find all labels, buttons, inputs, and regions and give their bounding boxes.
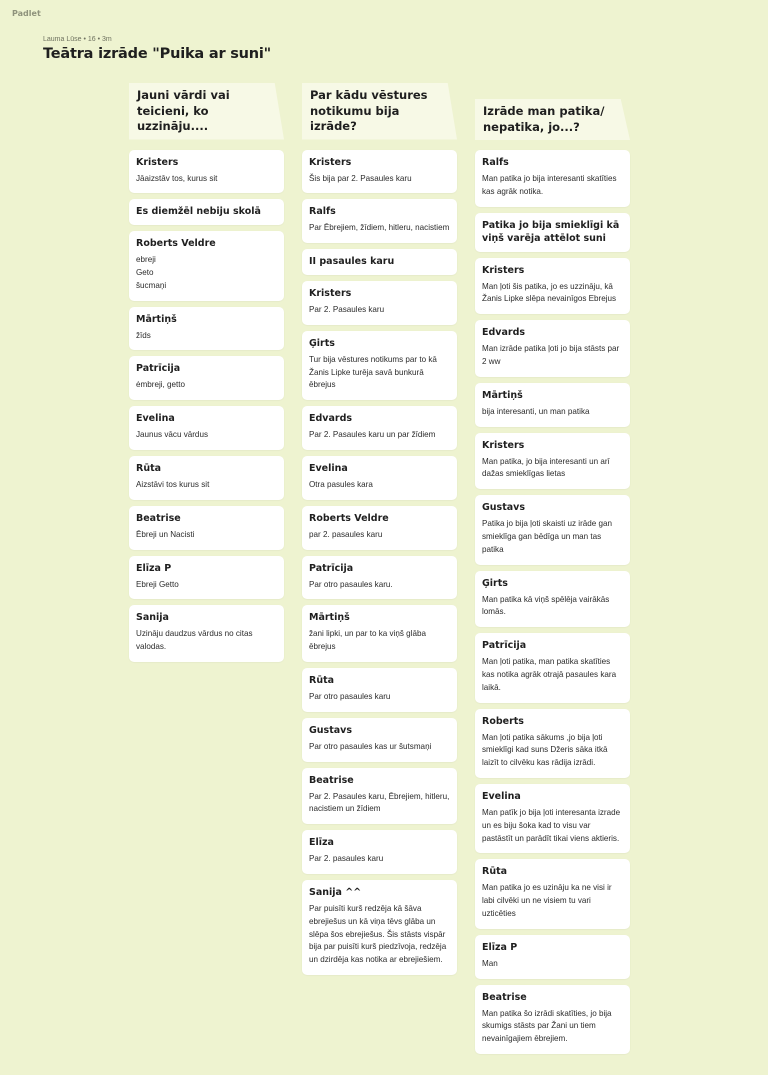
post-card-title: Mārtiņš	[309, 612, 350, 624]
post-card-title: Elīza P	[482, 941, 518, 953]
post-card-title: Patrīcija	[309, 562, 354, 574]
post-card[interactable]	[475, 985, 630, 1054]
post-card[interactable]	[475, 320, 630, 377]
post-card-title: Kristers	[136, 156, 179, 168]
post-card[interactable]	[129, 456, 284, 500]
post-card-body: bija interesanti, un man patika	[482, 406, 590, 416]
post-card-body: Man patika jo bija interesanti skatīties kas agrāk notika.	[482, 174, 617, 196]
post-card-title: Mārtiņš	[482, 389, 523, 401]
post-card-title: Edvards	[482, 327, 526, 339]
post-card-title: Evelina	[482, 790, 521, 802]
column-header-label: Izrāde man patika/ nepatika, jo...?	[483, 104, 605, 134]
post-card-title: Es diemžēl nebiju skolā	[136, 206, 261, 218]
post-card-body: žīds	[136, 330, 151, 340]
post-card-body: Jaunus vācu vārdus	[136, 430, 208, 440]
column-header[interactable]	[475, 99, 630, 140]
post-card-body: Man patika kā viņš spēlēja vairākās lomās.	[482, 594, 610, 617]
post-card-title: Roberts Veldre	[136, 238, 216, 250]
post-card-body: Par otro pasaules kas ur šutsmaņi	[309, 741, 432, 751]
post-card-title: Beatrise	[309, 774, 354, 786]
post-card-title: Kristers	[309, 288, 352, 300]
post-card[interactable]	[475, 495, 630, 564]
post-card-body: Man	[482, 958, 498, 968]
post-card-body: par 2. pasaules karu	[309, 529, 383, 539]
column-history-event	[302, 83, 457, 975]
post-card-body: Man patīk jo bija ļoti interesanta izrade un es biju šoka kad to visu var pastāstīt un parādīt tikai viens aktieris.	[482, 807, 621, 843]
post-card-body: Man ļoti patika, man patika skatīties kas notika agrāk otrajā pasaules kara laikā.	[482, 657, 617, 692]
post-card-body: Man patika jo es uzināju ka ne visi ir labi cilvēki un ne visiem tu vari uzticēties	[482, 883, 612, 918]
post-card-body: Jāaizstāv tos, kurus sit	[136, 173, 218, 183]
column-header[interactable]	[302, 83, 457, 140]
post-card[interactable]	[129, 506, 284, 550]
post-card[interactable]	[302, 199, 457, 243]
post-card-body: Ebreji Getto	[136, 579, 179, 589]
post-card[interactable]	[302, 456, 457, 500]
post-card[interactable]	[302, 406, 457, 450]
post-card[interactable]	[475, 784, 630, 853]
post-card-body: Par Ēbrejiem, žīdiem, hitleru, nacistiem	[309, 223, 450, 233]
post-card-body: Šis bija par 2. Pasaules karu	[309, 173, 412, 183]
post-card-title: Rūta	[309, 675, 335, 687]
post-card-body: Par otro pasaules karu	[309, 692, 391, 702]
column-header-label: Par kādu vēstures notikumu bija izrāde?	[310, 88, 428, 133]
post-card-title: Sanija	[136, 612, 169, 624]
post-card-body: Man ļoti patika sākums ,jo bija ļoti smieklīgi kad suns Džeris sāka itkā laizīt to cilvēku kas rādija izrādi.	[482, 732, 608, 768]
post-card[interactable]	[475, 383, 630, 427]
padlet-logo[interactable]: Padlet	[12, 9, 41, 18]
post-card[interactable]	[475, 571, 630, 628]
post-card-title: Gustavs	[309, 724, 353, 736]
post-card[interactable]	[302, 880, 457, 975]
post-card-body: ėmbreji, getto	[136, 380, 186, 390]
post-card-body: Man izrāde patika ļoti jo bija stāsts par 2 ww	[482, 344, 620, 366]
post-card[interactable]	[475, 859, 630, 928]
post-card-body: Uzināju daudzus vārdus no citas valodas.	[136, 629, 253, 652]
post-card-body: Tur bija vēstures notikums par to kā Žanis Lipke turēja savā bunkurā ēbrejus	[309, 354, 437, 390]
post-card-title: Kristers	[482, 439, 525, 451]
post-card[interactable]	[475, 709, 630, 778]
post-card-body: Par 2. pasaules karu	[309, 854, 384, 864]
post-card[interactable]	[302, 768, 457, 825]
post-card-title: Elīza P	[136, 562, 172, 574]
post-card-body: Par 2. Pasaules karu, Ēbrejiem, hitleru, nacistiem un žīdiem	[309, 791, 450, 814]
post-card[interactable]	[302, 668, 457, 712]
post-card[interactable]	[475, 258, 630, 315]
post-card[interactable]	[302, 605, 457, 662]
post-card[interactable]	[129, 605, 284, 662]
post-card-body: Otra pasules kara	[309, 480, 373, 490]
post-card[interactable]	[302, 150, 457, 194]
post-card-title: Mārtiņš	[136, 313, 177, 325]
page-title: Teātra izrāde "Puika ar suni"	[43, 46, 272, 62]
post-card-body: Man patika šo izrādi skatīties, jo bija skumigs stāsts par Žani un tiem nevainīgajiem ēbrejiem.	[482, 1008, 612, 1044]
post-card[interactable]	[302, 718, 457, 762]
post-card[interactable]	[302, 556, 457, 600]
post-card-body: Par 2. Pasaules karu	[309, 305, 385, 315]
post-meta: Lauma Lūse • 16 • 3m	[43, 36, 112, 43]
column-header-label: Jauni vārdi vai teicieni, ko uzzināju....	[137, 88, 230, 133]
post-card[interactable]	[475, 633, 630, 702]
post-card[interactable]	[129, 356, 284, 400]
column-header[interactable]	[129, 83, 284, 140]
post-card[interactable]	[129, 556, 284, 600]
column-liked-disliked	[475, 99, 630, 1054]
post-card-title: Elīza	[309, 837, 334, 849]
post-card-title: Kristers	[309, 156, 352, 168]
post-card-body: Par puisīti kurš redzēja kā šāva ebrejiešus un kā viņa tēvs glāba un slēpa šos ebrejiešus. Šis stāsts vispār bija par puisīti kurš piedzīvoja, redzēja un dzirdēja kas notika ar ebrejiešiem.	[309, 904, 447, 965]
post-card-title: Ralfs	[309, 206, 336, 218]
post-card-body: Man ļoti šis patika, jo es uzzināju, kā Žanis Lipke slēpa nevainīgos Ebrejus	[482, 281, 617, 304]
post-card-title: Patika jo bija smieklīgi kā viņš varēja attēlot suni	[482, 219, 620, 244]
post-card-title: Kristers	[482, 264, 525, 276]
post-card[interactable]	[475, 150, 630, 207]
post-card-title: Evelina	[136, 413, 175, 425]
post-card-title: Patrīcija	[136, 363, 181, 375]
post-card-body: Ēbreji un Nacisti	[136, 529, 195, 539]
post-card[interactable]	[129, 406, 284, 450]
post-card-title: Beatrise	[482, 991, 527, 1003]
post-card[interactable]	[475, 433, 630, 490]
post-card[interactable]	[129, 231, 284, 300]
post-card-title: Ralfs	[482, 157, 509, 168]
post-card[interactable]	[302, 281, 457, 325]
post-card-body: ebreji Geto šucmaņi	[136, 255, 167, 290]
post-card-title: Beatrise	[136, 512, 181, 524]
post-card-title: Rūta	[482, 866, 508, 878]
post-card[interactable]	[302, 830, 457, 874]
post-card-body: Patika jo bija ļoti skaisti uz irāde gan smieklīga gan bēdīga un man tas patika	[482, 519, 613, 554]
post-card-title: Patrīcija	[482, 640, 527, 652]
post-card-body: Par otro pasaules karu.	[309, 579, 393, 589]
post-card-title: Sanija ^^	[309, 887, 362, 899]
post-card-title: Evelina	[309, 463, 348, 475]
post-card[interactable]	[302, 506, 457, 550]
post-card[interactable]	[129, 150, 284, 194]
post-card[interactable]	[302, 331, 457, 400]
post-card-title: Roberts Veldre	[309, 512, 389, 524]
post-card-title: Roberts	[482, 715, 524, 727]
post-card-title: II pasaules karu	[309, 256, 395, 268]
post-card[interactable]	[475, 213, 630, 252]
post-card-title: Gustavs	[482, 502, 526, 514]
post-card[interactable]	[475, 935, 630, 979]
post-card[interactable]	[129, 307, 284, 351]
column-new-words	[129, 83, 284, 662]
post-card-title: Rūta	[136, 463, 162, 475]
post-card-body: Par 2. Pasaules karu un par žīdiem	[309, 430, 436, 440]
post-card-body: žani lipki, un par to ka viņš glāba ēbrejus	[309, 629, 426, 652]
post-card-title: Edvards	[309, 413, 353, 425]
post-card[interactable]	[129, 199, 284, 225]
post-card-title: Ģirts	[309, 337, 335, 349]
post-card-title: Ģirts	[482, 577, 508, 589]
post-card-body: Man patika, jo bija interesanti un arī dažas smieklīgas lietas	[482, 456, 610, 479]
post-card-body: Aizstāvi tos kurus sit	[136, 480, 210, 490]
post-card[interactable]	[302, 249, 457, 275]
